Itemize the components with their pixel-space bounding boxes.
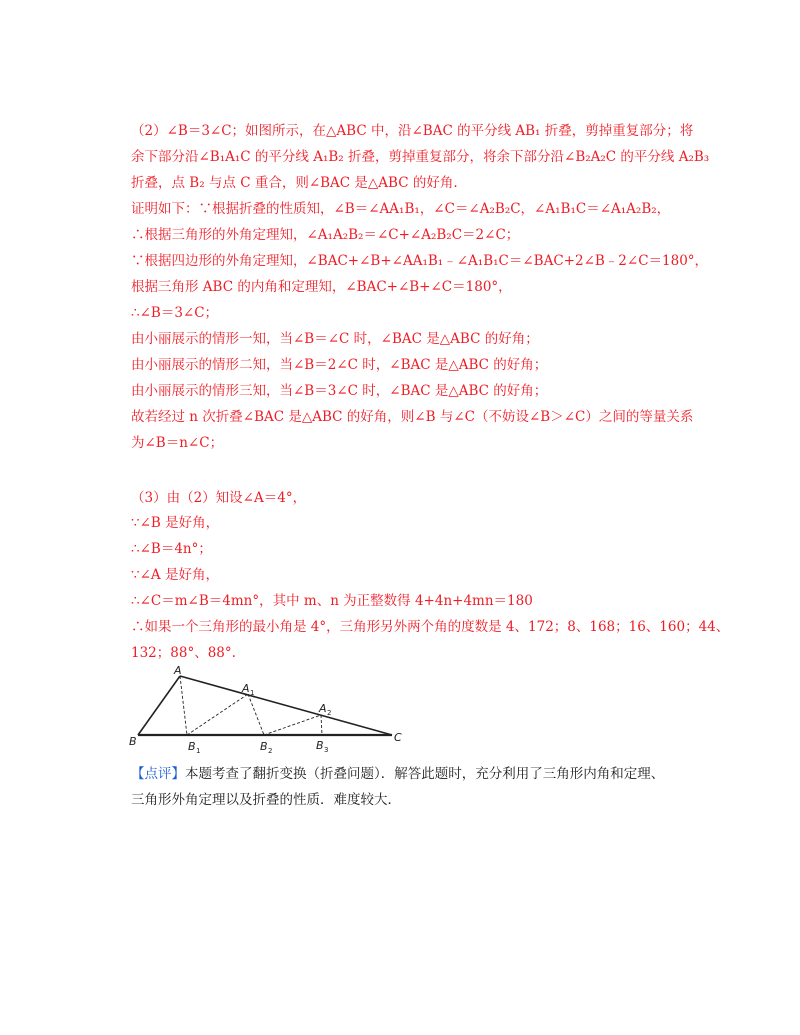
- fold-ab1: [180, 676, 187, 735]
- comment-text-1: 本题考查了翻折变换（折叠问题）．解答此题时，充分利用了三角形内角和定理、: [185, 766, 665, 782]
- label-b2: B: [260, 740, 268, 753]
- fold-a1b2: [248, 694, 264, 735]
- part2-line-11: 由小丽展示的情形三知，当∠B＝3∠C 时，∠BAC 是△ABC 的好角；: [131, 383, 548, 399]
- label-a1-sub: 1: [250, 689, 255, 697]
- side-ab: [138, 676, 180, 735]
- fold-a2b3: [321, 715, 322, 735]
- label-b1-sub: 1: [196, 747, 201, 755]
- part2-line-12: 故若经过 n 次折叠∠BAC 是△ABC 的好角，则∠B 与∠C（不妨设∠B＞∠C）之间的等量关系: [131, 409, 694, 425]
- label-a2: A: [319, 702, 327, 715]
- side-ac: [180, 676, 392, 735]
- label-a1: A: [242, 682, 250, 695]
- label-b: B: [129, 735, 137, 748]
- part2-line-5: ∴根据三角形的外角定理知，∠A₁A₂B₂＝∠C+∠A₂B₂C＝2∠C；: [131, 227, 520, 243]
- fold-b1a1: [187, 694, 248, 735]
- label-a2-sub: 2: [327, 709, 332, 717]
- comment-line-2: 三角形外角定理以及折叠的性质．难度较大．: [131, 792, 401, 808]
- triangle-folding-figure: [126, 664, 410, 760]
- part2-line-10: 由小丽展示的情形二知，当∠B＝2∠C 时，∠BAC 是△ABC 的好角；: [131, 357, 548, 373]
- comment-line-1: [131, 764, 664, 784]
- part2-line-6: ∵根据四边形的外角定理知，∠BAC+∠B+∠AA₁B₁﹣∠A₁B₁C＝∠BAC+2∠B﹣2∠C＝180°，: [131, 253, 709, 269]
- fold-b2a2: [264, 715, 321, 735]
- part2-line-3: 折叠，点 B₂ 与点 C 重合，则∠BAC 是△ABC 的好角.: [131, 175, 458, 191]
- part2-line-13: 为∠B＝n∠C；: [131, 435, 224, 451]
- label-b2-sub: 2: [268, 747, 273, 755]
- part3-line-1: （3）由（2）知设∠A＝4°，: [131, 490, 307, 506]
- part2-line-8: ∴∠B＝3∠C；: [131, 305, 219, 321]
- part3-line-4: ∵∠A 是好角，: [131, 567, 219, 583]
- part2-line-7: 根据三角形 ABC 的内角和定理知，∠BAC+∠B+∠C＝180°，: [131, 279, 512, 295]
- part2-line-1: （2）∠B＝3∠C；如图所示，在△ABC 中，沿∠BAC 的平分线 AB₁ 折叠，剪掉重复部分；将: [131, 123, 694, 139]
- label-b3-sub: 3: [324, 746, 329, 754]
- part3-line-5: ∴∠C＝m∠B＝4mn°，其中 m、n 为正整数得 4+4n+4mn＝180: [131, 593, 533, 609]
- part3-line-7: 132；88°、88°.: [131, 645, 236, 661]
- part2-line-9: 由小丽展示的情形一知，当∠B＝∠C 时，∠BAC 是△ABC 的好角；: [131, 331, 539, 347]
- label-c: C: [394, 731, 402, 744]
- part3-line-6: ∴如果一个三角形的最小角是 4°，三角形另外两个角的度数是 4、172；8、168；16、160；44、: [131, 619, 730, 635]
- part3-line-2: ∵∠B 是好角，: [131, 515, 220, 531]
- label-b3: B: [316, 739, 324, 752]
- part2-line-4: 证明如下：∵根据折叠的性质知，∠B＝∠AA₁B₁，∠C＝∠A₂B₂C，∠A₁B₁C＝∠A₁A₂B₂，: [131, 201, 671, 217]
- label-b1: B: [188, 740, 196, 753]
- comment-tag: 【点评】: [131, 766, 185, 782]
- part3-line-3: ∴∠B＝4n°；: [131, 541, 212, 557]
- part2-line-2: 余下部分沿∠B₁A₁C 的平分线 A₁B₂ 折叠，剪掉重复部分，将余下部分沿∠B₂A₂C 的平分线 A₂B₃: [131, 149, 710, 165]
- label-a: A: [174, 664, 182, 677]
